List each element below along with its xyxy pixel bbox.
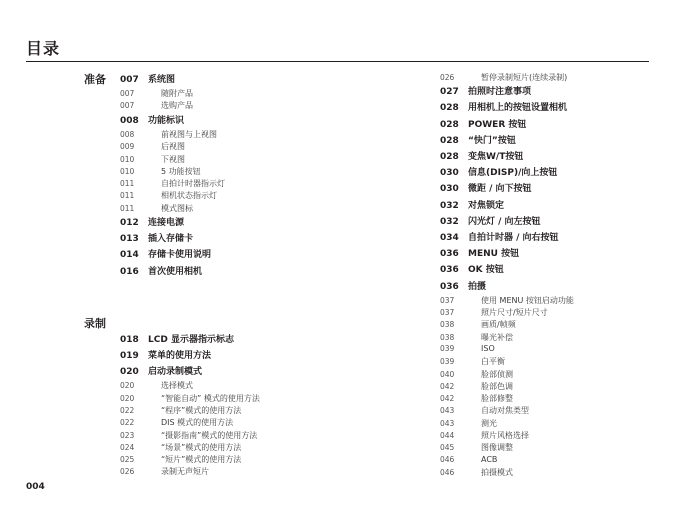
- toc-entry-title: “智能自动” 模式的使用方法: [161, 393, 260, 403]
- toc-subentry[interactable]: [440, 467, 674, 479]
- toc-page-number: 039: [440, 343, 455, 353]
- toc-entry-title: 存储卡使用说明: [148, 250, 212, 261]
- toc-entry-title: “程序”模式的使用方法: [161, 405, 242, 415]
- toc-entry[interactable]: [120, 113, 370, 129]
- toc-page-number: 025: [120, 455, 135, 465]
- toc-page-number: 032: [440, 216, 459, 227]
- toc-page-number: 009: [120, 142, 135, 152]
- toc-page-number: 028: [440, 135, 459, 146]
- toc-entry-title: 使用 MENU 按钮启动功能: [481, 295, 574, 305]
- toc-entry-title: 插入存储卡: [148, 234, 194, 245]
- toc-page-number: 042: [440, 394, 455, 404]
- toc-page-number: 042: [440, 381, 455, 391]
- toc-entry-title: 拍摄: [468, 281, 487, 292]
- toc-page-number: 028: [440, 103, 459, 114]
- toc-subentry[interactable]: [440, 295, 674, 307]
- toc-entry-title: 拍摄模式: [481, 467, 513, 477]
- toc-entry[interactable]: [120, 332, 370, 348]
- toc-entry-title: 菜单的使用方法: [148, 350, 212, 361]
- toc-page-number: 023: [120, 430, 135, 440]
- toc-entry-title: 微距 / 向下按钮: [468, 184, 532, 195]
- toc-entry-title: 画质/帧频: [481, 320, 516, 330]
- toc-entry-title: 曝光补偿: [481, 332, 513, 342]
- toc-page-number: 010: [120, 154, 135, 164]
- toc-page-number: 040: [440, 369, 455, 379]
- toc-subentry[interactable]: [440, 72, 674, 84]
- toc-entry-title: 相机状态指示灯: [161, 191, 217, 201]
- toc-entry[interactable]: [440, 181, 674, 197]
- toc-page-number: 008: [120, 129, 135, 139]
- toc-entry-title: 自拍计时器 / 向右按钮: [468, 232, 559, 243]
- toc-page-number: 007: [120, 75, 139, 85]
- toc-entry-title: 照片风格选择: [481, 431, 529, 440]
- toc-page-number: 011: [120, 203, 135, 213]
- toc-entry-title: 测光: [481, 418, 497, 428]
- toc-subentry[interactable]: [440, 442, 674, 454]
- toc-page-number: 034: [440, 232, 459, 243]
- toc-page-number: 013: [120, 234, 139, 245]
- toc-entry[interactable]: [120, 72, 370, 88]
- section-label-prep: 准备: [84, 73, 106, 86]
- toc-entry-title: 对焦锁定: [468, 200, 505, 211]
- toc-entry-title: 自拍计时器指示灯: [161, 179, 225, 189]
- toc-entry-title: 连接电源: [148, 218, 185, 229]
- toc-subentry[interactable]: [440, 344, 674, 356]
- toc-entry-title: ACB: [481, 454, 498, 464]
- section-label-record: 录制: [84, 317, 106, 330]
- toc-page-number: 024: [120, 442, 135, 452]
- toc-page-number: 018: [120, 334, 139, 345]
- toc-entry[interactable]: [440, 149, 674, 165]
- toc-entry-title: 启动录制模式: [148, 367, 203, 378]
- toc-entry-title: 信息(DISP)/向上按钮: [468, 168, 558, 179]
- toc-entry-title: 下视图: [161, 154, 185, 164]
- toc-subentry[interactable]: [440, 393, 674, 405]
- toc-page-number: 012: [120, 218, 139, 229]
- toc-entry-title: ISO: [481, 343, 495, 353]
- toc-entry[interactable]: [440, 262, 674, 278]
- toc-page-number: 007: [120, 89, 135, 99]
- toc-page-number: 043: [440, 418, 455, 428]
- toc-subentry[interactable]: [120, 166, 370, 178]
- toc-page-number: 036: [440, 249, 459, 260]
- toc-entry-title: 闪光灯 / 向左按钮: [468, 216, 541, 227]
- toc-entry-title: 前视图与上视图: [161, 129, 217, 139]
- toc-page-number: 007: [120, 101, 135, 111]
- toc-entry[interactable]: [440, 117, 674, 133]
- toc-page-number: 026: [440, 73, 455, 82]
- toc-entry-title: 模式图标: [161, 203, 193, 213]
- toc-page-number: 027: [440, 87, 459, 98]
- toc-page-number: 038: [440, 332, 455, 342]
- toc-page-number: 046: [440, 454, 455, 464]
- toc-entry-title: POWER 按钮: [468, 119, 527, 130]
- toc-subentry[interactable]: [440, 369, 674, 381]
- toc-entry[interactable]: [440, 84, 674, 100]
- toc-page-number: 030: [440, 184, 459, 195]
- toc-subentry[interactable]: [120, 203, 370, 215]
- toc-page-number: 020: [120, 367, 139, 378]
- toc-entry-title: 选购产品: [161, 101, 193, 111]
- toc-subentry[interactable]: [120, 100, 370, 112]
- toc-entry-title: 变焦W/T按钮: [468, 152, 524, 163]
- toc-page-number: 036: [440, 281, 459, 292]
- toc-subentry[interactable]: [440, 307, 674, 319]
- toc-page-number: 022: [120, 405, 135, 415]
- toc-subentry[interactable]: [440, 381, 674, 393]
- toc-entry-title: 拍照时注意事项: [468, 87, 532, 98]
- toc-subentry[interactable]: [440, 356, 674, 368]
- toc-page-number: 026: [120, 467, 135, 477]
- toc-page-number: 016: [120, 266, 139, 277]
- toc-subentry[interactable]: [120, 405, 370, 417]
- toc-page-number: 014: [120, 250, 139, 261]
- toc-page-number: 010: [120, 166, 135, 176]
- toc-subentry[interactable]: [440, 332, 674, 344]
- toc-entry-title: “短片”模式的使用方法: [161, 455, 242, 465]
- toc-entry[interactable]: [120, 247, 370, 263]
- toc-left-column: [120, 72, 370, 479]
- toc-entry-title: “场景”模式的使用方法: [161, 442, 242, 452]
- toc-entry-title: 录制无声短片: [161, 467, 209, 477]
- toc-entry-title: LCD 显示器指示标志: [148, 334, 234, 345]
- toc-entry-title: MENU 按钮: [468, 249, 520, 260]
- toc-entry-title: 5 功能按钮: [161, 166, 201, 176]
- toc-entry-title: 选择模式: [161, 381, 193, 391]
- toc-page-number: 020: [120, 393, 135, 403]
- toc-subentry[interactable]: [120, 393, 370, 405]
- toc-entry[interactable]: [440, 133, 674, 149]
- toc-subentry[interactable]: [440, 319, 674, 331]
- toc-entry[interactable]: [440, 246, 674, 262]
- toc-entry[interactable]: [120, 215, 370, 231]
- page-number: 004: [26, 482, 45, 492]
- toc-page-number: 011: [120, 179, 135, 189]
- toc-subentry[interactable]: [120, 454, 370, 466]
- toc-subentry[interactable]: [120, 141, 370, 153]
- toc-subentry[interactable]: [120, 430, 370, 442]
- toc-page-number: 045: [440, 443, 455, 453]
- toc-page-number: 037: [440, 295, 455, 305]
- toc-entry[interactable]: [440, 230, 674, 246]
- toc-entry-title: 首次使用相机: [148, 266, 203, 277]
- toc-subentry[interactable]: [120, 129, 370, 141]
- toc-entry[interactable]: [440, 279, 674, 295]
- toc-entry[interactable]: [440, 100, 674, 116]
- toc-entry-title: 脸部色调: [481, 381, 513, 391]
- toc-page-number: 038: [440, 320, 455, 330]
- toc-entry-title: OK 按钮: [468, 265, 504, 276]
- toc-subentry[interactable]: [120, 88, 370, 100]
- toc-page-number: 030: [440, 168, 459, 179]
- toc-entry-title: 自动对焦类型: [481, 406, 529, 416]
- toc-entry-title: 脸部修整: [481, 394, 513, 404]
- toc-page-number: 019: [120, 350, 139, 361]
- toc-page-number: 037: [440, 308, 455, 318]
- toc-entry-title: 暂停录制短片(连续录制): [481, 73, 568, 82]
- toc-page-number: 032: [440, 200, 459, 211]
- toc-page-number: 036: [440, 265, 459, 276]
- toc-page-number: 046: [440, 467, 455, 477]
- toc-subentry[interactable]: [120, 417, 370, 429]
- toc-entry-title: 系统图: [148, 75, 176, 85]
- toc-entry[interactable]: [120, 364, 370, 380]
- toc-subentry[interactable]: [440, 455, 674, 467]
- toc-entry-title: 照片尺寸/短片尺寸: [481, 308, 548, 318]
- title-divider: [26, 61, 649, 62]
- toc-entry-title: 后视图: [161, 142, 185, 152]
- toc-entry[interactable]: [440, 214, 674, 230]
- toc-entry-title: “摄影指南”模式的使用方法: [161, 430, 258, 440]
- toc-subentry[interactable]: [440, 405, 674, 417]
- toc-subentry[interactable]: [120, 190, 370, 202]
- toc-entry-title: 脸部侦测: [481, 369, 513, 379]
- toc-subentry[interactable]: [120, 154, 370, 166]
- section-spacer: [120, 280, 370, 332]
- toc-page-number: 020: [120, 381, 135, 391]
- toc-page-number: 028: [440, 152, 459, 163]
- toc-entry-title: 用相机上的按钮设置相机: [468, 103, 568, 114]
- toc-subentry[interactable]: [120, 178, 370, 190]
- toc-subentry[interactable]: [120, 380, 370, 392]
- toc-entry-title: DIS 模式的使用方法: [161, 418, 234, 428]
- toc-entry-title: 白平衡: [481, 357, 505, 367]
- toc-page-number: 022: [120, 418, 135, 428]
- toc-entry-title: 图像调整: [481, 443, 513, 453]
- toc-entry[interactable]: [440, 165, 674, 181]
- toc-page-number: 044: [440, 431, 455, 440]
- toc-right-column: [440, 72, 674, 479]
- page-title: 目录: [26, 39, 61, 58]
- toc-entry[interactable]: [120, 264, 370, 280]
- toc-page-number: 039: [440, 357, 455, 367]
- toc-entry-title: “快门”按钮: [468, 135, 516, 146]
- toc-page-number: 008: [120, 115, 139, 126]
- toc-page-number: 028: [440, 119, 459, 130]
- toc-subentry[interactable]: [120, 466, 370, 478]
- toc-entry-title: 功能标识: [148, 115, 185, 126]
- toc-page-number: 011: [120, 191, 135, 201]
- toc-entry-title: 随附产品: [161, 89, 193, 99]
- toc-subentry[interactable]: [440, 418, 674, 430]
- toc-entry[interactable]: [120, 348, 370, 364]
- toc-page-number: 043: [440, 406, 455, 416]
- toc-subentry[interactable]: [440, 430, 674, 442]
- toc-entry[interactable]: [120, 231, 370, 247]
- toc-entry[interactable]: [440, 198, 674, 214]
- toc-subentry[interactable]: [120, 442, 370, 454]
